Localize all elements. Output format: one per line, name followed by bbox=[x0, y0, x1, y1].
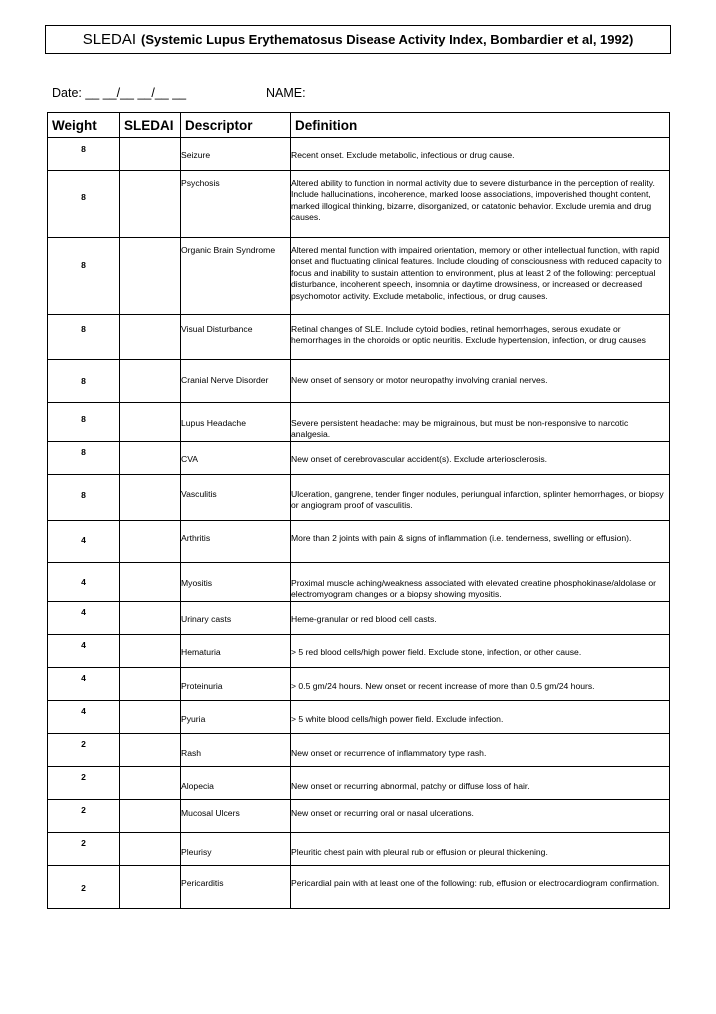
table-row bbox=[48, 360, 670, 403]
descriptor-cell: Seizure bbox=[181, 138, 291, 171]
weight-cell: 8 bbox=[48, 171, 120, 238]
table-row bbox=[48, 634, 670, 667]
sledai-score-cell[interactable] bbox=[120, 799, 181, 832]
table-row bbox=[48, 667, 670, 700]
weight-cell: 2 bbox=[48, 799, 120, 832]
table-row bbox=[48, 403, 670, 442]
sledai-score-cell[interactable] bbox=[120, 520, 181, 562]
table-row bbox=[48, 562, 670, 601]
weight-cell: 8 bbox=[48, 138, 120, 171]
descriptor-cell: Visual Disturbance bbox=[181, 315, 291, 360]
table-row bbox=[48, 865, 670, 908]
weight-cell: 2 bbox=[48, 733, 120, 766]
descriptor-cell: Organic Brain Syndrome bbox=[181, 238, 291, 315]
descriptor-cell: Lupus Headache bbox=[181, 403, 291, 442]
descriptor-cell: Vasculitis bbox=[181, 474, 291, 520]
descriptor-cell: Hematuria bbox=[181, 634, 291, 667]
descriptor-cell: Alopecia bbox=[181, 766, 291, 799]
sledai-score-cell[interactable] bbox=[120, 832, 181, 865]
sledai-score-cell[interactable] bbox=[120, 865, 181, 908]
table-row bbox=[48, 441, 670, 474]
sledai-score-cell[interactable] bbox=[120, 766, 181, 799]
weight-cell: 4 bbox=[48, 601, 120, 634]
table-row bbox=[48, 799, 670, 832]
table-row bbox=[48, 832, 670, 865]
sledai-score-cell[interactable] bbox=[120, 238, 181, 315]
title-subtitle: (Systemic Lupus Erythematosus Disease Activity Index, Bombardier et al, 1992) bbox=[141, 32, 634, 47]
descriptor-cell: Pyuria bbox=[181, 700, 291, 733]
table-row bbox=[48, 238, 670, 315]
descriptor-cell: Mucosal Ulcers bbox=[181, 799, 291, 832]
sledai-score-cell[interactable] bbox=[120, 441, 181, 474]
descriptor-cell: Pericarditis bbox=[181, 865, 291, 908]
definition-cell: New onset or recurrence of inflammatory type rash. bbox=[291, 733, 670, 766]
name-field[interactable]: NAME: bbox=[266, 86, 306, 100]
sledai-score-cell[interactable] bbox=[120, 733, 181, 766]
weight-cell: 8 bbox=[48, 238, 120, 315]
definition-cell: New onset of sensory or motor neuropathy involving cranial nerves. bbox=[291, 360, 670, 403]
descriptor-cell: CVA bbox=[181, 441, 291, 474]
table-row bbox=[48, 315, 670, 360]
definition-cell: Retinal changes of SLE. Include cytoid bodies, retinal hemorrhages, serous exudate or hemorrhages in the choroids or optic neuritis. Exclude hypertension, infection, or drug causes bbox=[291, 315, 670, 360]
sledai-score-cell[interactable] bbox=[120, 360, 181, 403]
sledai-table bbox=[47, 112, 670, 909]
definition-cell: > 0.5 gm/24 hours. New onset or recent increase of more than 0.5 gm/24 hours. bbox=[291, 667, 670, 700]
title-box bbox=[45, 25, 671, 54]
weight-cell: 8 bbox=[48, 474, 120, 520]
definition-cell: New onset or recurring abnormal, patchy or diffuse loss of hair. bbox=[291, 766, 670, 799]
weight-cell: 8 bbox=[48, 403, 120, 442]
definition-cell: > 5 red blood cells/high power field. Exclude stone, infection, or other cause. bbox=[291, 634, 670, 667]
header-sledai: SLEDAI bbox=[120, 113, 181, 138]
descriptor-cell: Pleurisy bbox=[181, 832, 291, 865]
table-row bbox=[48, 520, 670, 562]
definition-cell: Heme-granular or red blood cell casts. bbox=[291, 601, 670, 634]
sledai-score-cell[interactable] bbox=[120, 700, 181, 733]
table-row bbox=[48, 171, 670, 238]
sledai-score-cell[interactable] bbox=[120, 667, 181, 700]
definition-cell: Severe persistent headache: may be migrainous, but must be non-responsive to narcotic analgesia. bbox=[291, 403, 670, 442]
header-weight: Weight bbox=[48, 113, 120, 138]
descriptor-cell: Proteinuria bbox=[181, 667, 291, 700]
header-definition: Definition bbox=[291, 113, 670, 138]
table-row bbox=[48, 700, 670, 733]
descriptor-cell: Cranial Nerve Disorder bbox=[181, 360, 291, 403]
date-field[interactable]: Date: __ __/__ __/__ __ bbox=[52, 86, 187, 100]
definition-cell: Altered mental function with impaired orientation, memory or other intellectual function, with rapid onset and fluctuating clinical features. Include clouding of consciousness with reduced capacity to focus and inability to sustain attention to environment, plus at least 2 of the following: perceptual disturbance, incoherent speech, insomnia or daytime drowsiness, or increased or decreased psychomotor activity. Exclude metabolic, infectious, or drug causes. bbox=[291, 238, 670, 315]
weight-cell: 2 bbox=[48, 865, 120, 908]
descriptor-cell: Myositis bbox=[181, 562, 291, 601]
title-main: SLEDAI bbox=[82, 31, 137, 48]
sledai-score-cell[interactable] bbox=[120, 138, 181, 171]
definition-cell: Pleuritic chest pain with pleural rub or effusion or pleural thickening. bbox=[291, 832, 670, 865]
sledai-score-cell[interactable] bbox=[120, 315, 181, 360]
sledai-score-cell[interactable] bbox=[120, 403, 181, 442]
weight-cell: 8 bbox=[48, 315, 120, 360]
sledai-score-cell[interactable] bbox=[120, 562, 181, 601]
weight-cell: 4 bbox=[48, 562, 120, 601]
weight-cell: 4 bbox=[48, 667, 120, 700]
table-row bbox=[48, 766, 670, 799]
weight-cell: 4 bbox=[48, 634, 120, 667]
sledai-score-cell[interactable] bbox=[120, 171, 181, 238]
table-row bbox=[48, 474, 670, 520]
table-row bbox=[48, 138, 670, 171]
definition-cell: Pericardial pain with at least one of the following: rub, effusion or electrocardiogram confirmation. bbox=[291, 865, 670, 908]
definition-cell: Recent onset. Exclude metabolic, infectious or drug cause. bbox=[291, 138, 670, 171]
descriptor-cell: Urinary casts bbox=[181, 601, 291, 634]
sledai-score-cell[interactable] bbox=[120, 601, 181, 634]
definition-cell: New onset or recurring oral or nasal ulcerations. bbox=[291, 799, 670, 832]
weight-cell: 2 bbox=[48, 832, 120, 865]
weight-cell: 8 bbox=[48, 360, 120, 403]
weight-cell: 4 bbox=[48, 700, 120, 733]
weight-cell: 4 bbox=[48, 520, 120, 562]
definition-cell: More than 2 joints with pain & signs of inflammation (i.e. tenderness, swelling or effusion). bbox=[291, 520, 670, 562]
descriptor-cell: Rash bbox=[181, 733, 291, 766]
sledai-score-cell[interactable] bbox=[120, 474, 181, 520]
definition-cell: New onset of cerebrovascular accident(s). Exclude arteriosclerosis. bbox=[291, 441, 670, 474]
table-header-row bbox=[48, 113, 670, 138]
definition-cell: Proximal muscle aching/weakness associated with elevated creatine phosphokinase/aldolase or electromyogram changes or a biopsy showing myositis. bbox=[291, 562, 670, 601]
weight-cell: 8 bbox=[48, 441, 120, 474]
definition-cell: Ulceration, gangrene, tender finger nodules, periungual infarction, splinter hemorrhages, or biopsy or angiogram proof of vasculitis. bbox=[291, 474, 670, 520]
header-descriptor: Descriptor bbox=[181, 113, 291, 138]
definition-cell: > 5 white blood cells/high power field. Exclude infection. bbox=[291, 700, 670, 733]
descriptor-cell: Arthritis bbox=[181, 520, 291, 562]
descriptor-cell: Psychosis bbox=[181, 171, 291, 238]
table-row bbox=[48, 733, 670, 766]
definition-cell: Altered ability to function in normal activity due to severe disturbance in the perception of reality. Include hallucinations, incoherence, marked loose associations, impoverished thought content, marked illogical thinking, bizarre, disorganized, or catatonic behavior. Exclude uremia and drug causes. bbox=[291, 171, 670, 238]
table-row bbox=[48, 601, 670, 634]
weight-cell: 2 bbox=[48, 766, 120, 799]
sledai-score-cell[interactable] bbox=[120, 634, 181, 667]
